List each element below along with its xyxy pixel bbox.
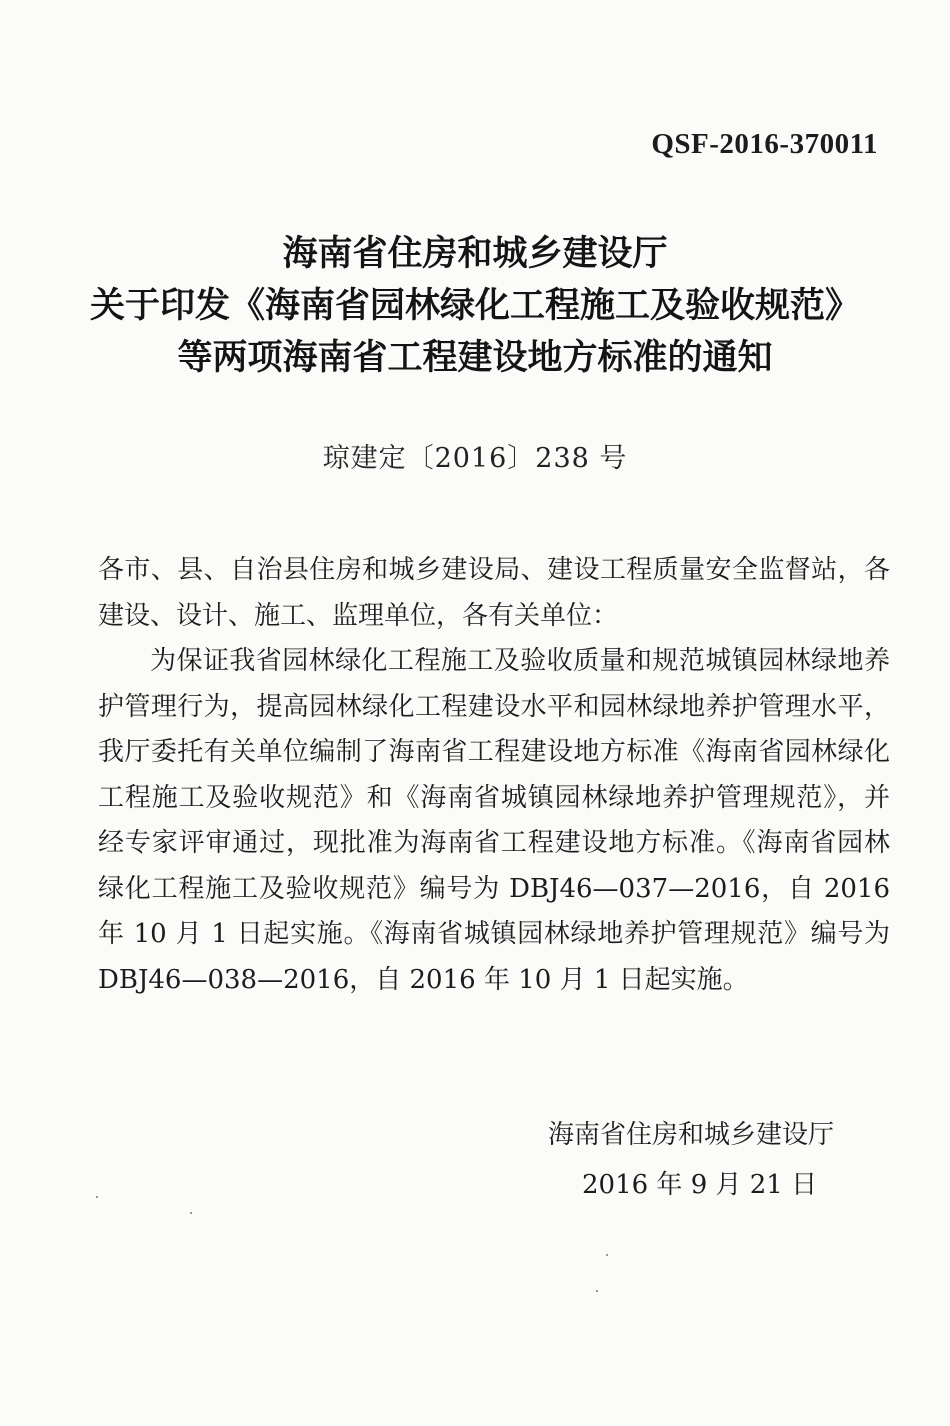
- scan-speck: [606, 1254, 608, 1256]
- scan-speck: [96, 1196, 98, 1198]
- title-line-1: 海南省住房和城乡建设厅: [282, 234, 668, 274]
- document-number: 琼建定〔2016〕238 号: [322, 443, 628, 474]
- notice-title: [0, 228, 950, 384]
- scan-speck: [190, 1212, 192, 1214]
- addressee: 各市、县、自治县住房和城乡建设局、建设工程质量安全监督站，各建设、设计、施工、监理单位，各有关单位：: [98, 555, 890, 631]
- main-paragraph: 为保证我省园林绿化工程施工及验收质量和规范城镇园林绿地养护管理行为，提高园林绿化工程建设水平和园林绿地养护管理水平，我厅委托有关单位编制了海南省工程建设地方标准《海南省园林绿化工程施工及验收规范》和《海南省城镇园林绿地养护管理规范》，并经专家评审通过，现批准为海南省工程建设地方标准。《海南省园林绿化工程施工及验收规范》编号为 DBJ46—037—2016，自 2016 年 10 月 1 日起实施。《海南省城镇园林绿地养护管理规范》编号为 DBJ46—038—2016，自 2016 年 10 月 1 日起实施。: [98, 646, 890, 995]
- title-line-2: 关于印发《海南省园林绿化工程施工及验收规范》: [89, 286, 860, 326]
- scan-speck: [596, 1290, 598, 1292]
- issue-date: 2016 年 9 月 21 日: [582, 1170, 818, 1200]
- title-line-3: 等两项海南省工程建设地方标准的通知: [177, 338, 773, 378]
- issuing-organization: 海南省住房和城乡建设厅: [548, 1120, 835, 1150]
- signature-block: [548, 1110, 868, 1210]
- notice-body: [98, 548, 890, 1003]
- document-code: QSF-2016-370011: [651, 128, 878, 160]
